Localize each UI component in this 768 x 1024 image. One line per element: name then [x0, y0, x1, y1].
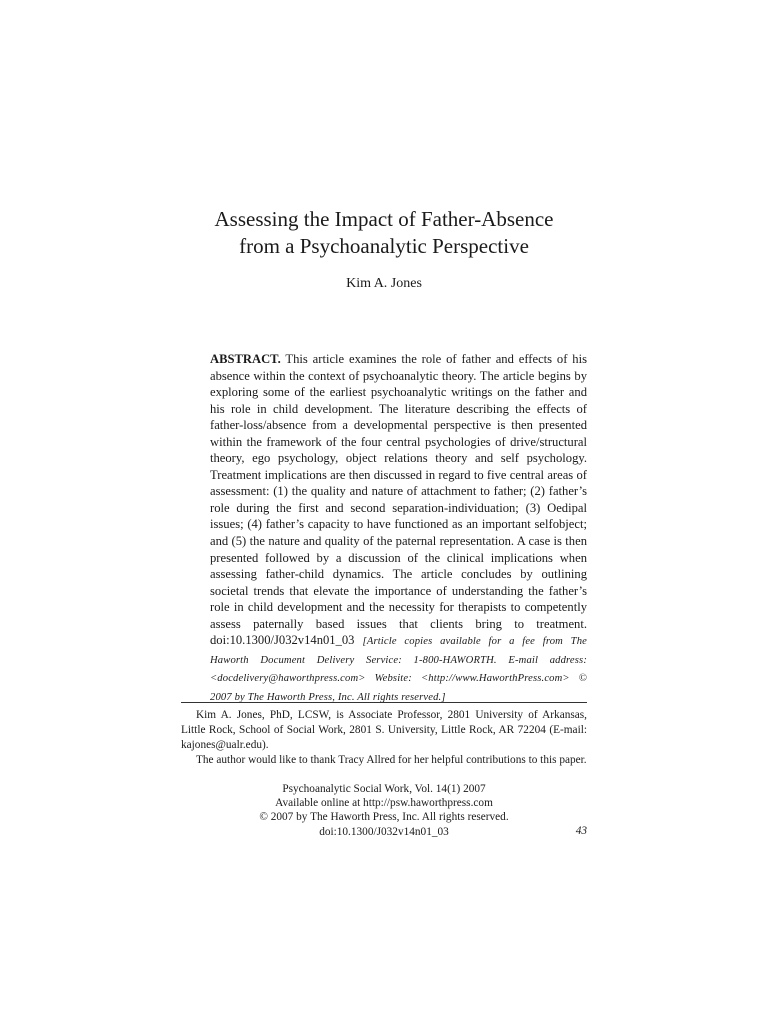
online-availability: Available online at http://psw.haworthpress.com: [275, 797, 493, 810]
publication-info: [181, 782, 587, 839]
abstract: [210, 351, 587, 706]
journal-citation: Psychoanalytic Social Work, Vol. 14(1) 2007: [282, 783, 486, 795]
article-title-line-2: from a Psychoanalytic Perspective: [239, 234, 529, 258]
copyright-notice: © 2007 by The Haworth Press, Inc. All rights reserved.: [259, 811, 509, 824]
author-affiliation-footnote: Kim A. Jones, PhD, LCSW, is Associate Professor, 2801 University of Arkansas, Little Rock, School of Social Work, 2801 S. University, Little Rock, AR 72204 (E-mail: kajones@ualr.edu).: [181, 709, 587, 751]
author-name: Kim A. Jones: [346, 276, 422, 291]
acknowledgement-footnote: The author would like to thank Tracy Allred for her helpful contributions to this paper.: [196, 753, 587, 766]
footnote-divider: [181, 702, 587, 703]
doi: doi:10.1300/J032v14n01_03: [319, 825, 449, 838]
abstract-text: This article examines the role of father and effects of his absence within the context of psychoanalytic theory. The article begins by exploring some of the earliest psychoanalytic writings on the father and his role in child development. The literature describing the effects of father-loss/absence from a developmental perspective is then presented within the framework of the four central psychologies of drive/structural theory, ego psychology, object relations theory and self psychology. Treatment implications are then discussed in regard to five central areas of assessment: (1) the quality and nature of attachment to father; (2) father’s role during the first and second separation-individuation; (3) Oedipal issues; (4) father’s capacity to have functioned as an important selfobject; and (5) the nature and quality of the paternal representation. A case is then presented followed by a discussion of the clinical implications when assessing father-child dynamics. The article concludes by outlining societal trends that elevate the importance of understanding the father’s role in child development and the necessity for therapists to competently assess paternally based issues that clients bring to treatment. doi:10.1300/J032v14n01_03: [210, 352, 587, 648]
abstract-label: ABSTRACT.: [210, 352, 281, 366]
article-title: [0, 206, 768, 260]
article-copies-note: [Article copies available for a fee from The Haworth Document Delivery Service: 1-800-HAWORTH. E-mail address: <docdelivery@haworthpress.com> Website: <http://www.HaworthPress.com> © 2007 by The Haworth Press, Inc. All rights reserved.]: [210, 636, 587, 703]
page-number: 43: [575, 825, 587, 837]
article-title-line-1: Assessing the Impact of Father-Absence: [214, 207, 554, 231]
footnotes: [181, 708, 587, 768]
